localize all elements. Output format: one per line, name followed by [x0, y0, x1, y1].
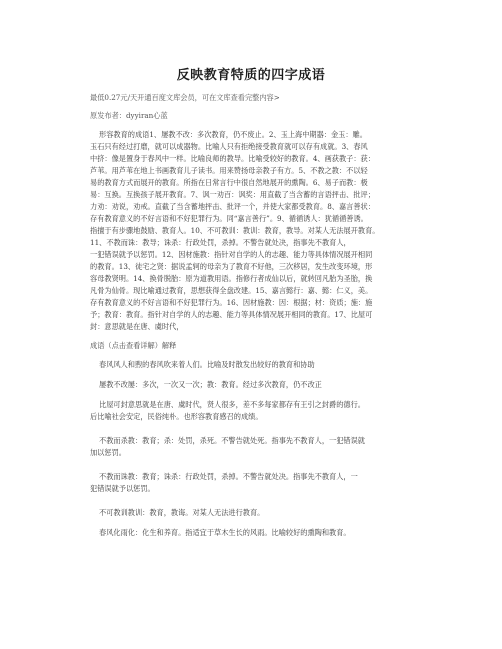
body-line: 11、不教而诛：教导；诛杀：行政处罚，杀掉。不警告就处决，指事先不教育人，	[90, 238, 351, 247]
body-line: 玉石只有经过打磨，就可以成器物。比喻人只有拒绝接受教育就可以存有成就。3、春风	[90, 142, 368, 151]
entry-line: 不教而诛教：教育；诛杀：行政处罚，杀掉。不警告就处决。指事先不教育人，一	[99, 472, 358, 481]
entry-line: 犯错误就予以惩罚。	[90, 484, 155, 493]
body-line: 存有教育意义的不好言语和不好犯罪行为。16、因材施教：因：根据；材：资质；施：施	[90, 298, 373, 307]
publisher-line: 原发布者：dyyiran心蓝	[90, 111, 168, 120]
entry-line: 加以惩罚。	[90, 448, 126, 457]
body-line: 存有教育意义的不好言语和不好犯罪行为。同“嘉言善行”。9、循循诱人：犹循循善诱。	[90, 214, 368, 223]
entry-line: 比屋可封意思就是在唐、虞时代，贤人很多，差不多每家都存有王引之封爵的德行。	[99, 400, 365, 409]
entry-line: 不可教训教训：教育，教诲。对某人无法进行教育。	[99, 508, 265, 517]
body-line: 凡骨为仙骨。现比喻通过教育，思想获得全盘改建。15、嘉言懿行：嘉、懿：仁义，美。	[90, 286, 373, 295]
detail-link[interactable]: 成语（点击查看详解）解释	[90, 341, 177, 350]
document-title: 反映教育特质的四字成语	[176, 68, 326, 83]
body-line: 容母教贤明。14、换骨脱胎：原为道教用语。指修行者成仙以后，就转回凡胎为圣胎，换	[90, 274, 373, 283]
body-line: 的教育。13、徒宅之贤：据说孟轲的母亲为了教育不好他，三次移居，发生改变环境，形	[90, 262, 373, 271]
body-line: 一犯错误就予以惩罚。12、因材施教：指针对自学的人的志趣、能力等具体情况展开相同	[90, 250, 373, 259]
body-line: 力劝：劝说，劝戒。直截了当含蓄地抨击、批评一个，并使大家都受教育。8、嘉言善状：	[90, 202, 375, 211]
body-line: 易的教育方式而展开的教育。所指在日常言行中很自然地展开的熏陶。6、易子而教：极	[90, 178, 368, 187]
entry-line: 后比喻社会安定，民俗纯朴。也形容教育感召的成绩。	[90, 412, 263, 421]
entry-line: 不教而杀教：教育；杀：处罚，杀死。不警告就处死。指事先不教育人，一犯错误就	[99, 436, 365, 445]
body-line: 指擅于有步骤地鼓励、教育人。10、不可教训：教训：教育，教导。对某人无法展开教育。	[90, 226, 380, 235]
membership-notice[interactable]: 最低0.27元/天开通百度文库会员，可在文库查看完整内容>	[90, 93, 280, 102]
body-line: 易：互换。互换孩子展开教育。7、讽一劝百：讽奖：用直截了当含蓄的言语抨击、批评；	[90, 190, 375, 199]
entry-line: 春风风人和煦的春风吹来着人们。比喻及时散发出较好的教育和协助	[99, 360, 315, 369]
body-line: 芦苇。用芦苇在地上书画教育儿子读书。用来赞扬母亲教子有方。5、不教之教：不以轻	[90, 166, 368, 175]
entry-line: 屡教不改屡：多次，一次又一次；教：教育。经过多次教育，仍不改正	[99, 380, 322, 389]
body-line: 中挤：像是置身于春风中一样。比喻良师的教导。比喻受较好的教育。4、画获教子：获：	[90, 154, 375, 163]
body-line: 予；教育：教育。指针对自学的人的志趣、能力等具体情况展开相同的教育。17、比屋可	[90, 310, 373, 319]
body-line: 形容教育的成语1、屡教不改：多次教育，仍不废止。2、玉上海中期器：金玉：雕。	[99, 130, 367, 139]
body-line: 封：意思就是在唐、虞时代，	[90, 322, 184, 331]
entry-line: 春风化雨化：化生和养育。指适宜于草木生长的风雨。比喻较好的熏陶和教育。	[99, 528, 351, 537]
